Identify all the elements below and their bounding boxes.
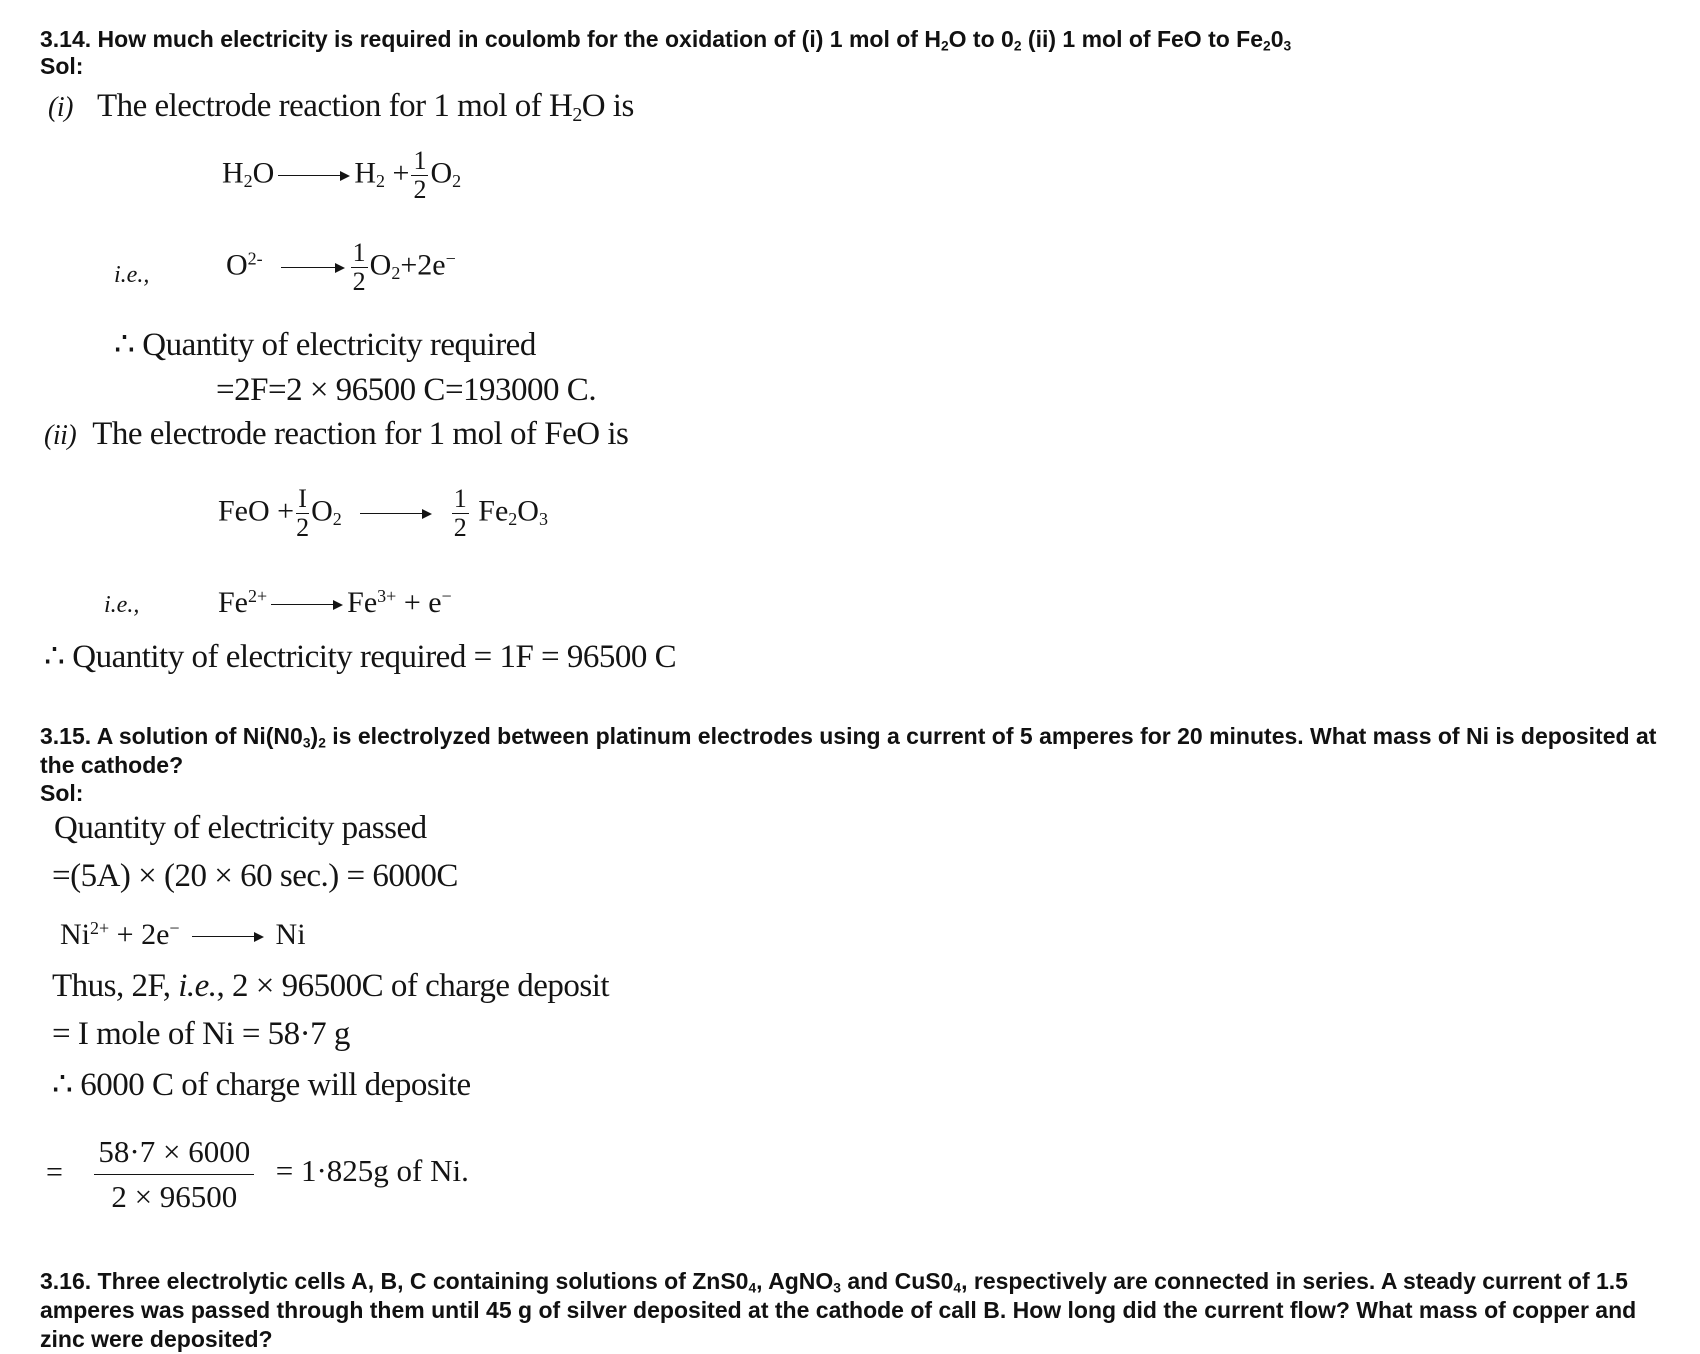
reaction-arrow-icon [192,930,264,944]
question-number: 3.15. [40,723,92,749]
charge-passed-value: =(5A) × (20 × 60 sec.) = 6000C [52,858,458,894]
question-3-14: 3.14. How much electricity is required in coulomb for the oxidation of (i) 1 mol of $H_2O$ to $0_2$ (ii) 1 mol of FeO to $Fe_20_3$ [40,26,1292,54]
equation-iron-oxidation: $Fe^{2+}$ $Fe^{3+} + e^-$ [218,586,452,619]
reaction-arrow-icon [281,261,345,275]
ie-label: i.e., [114,262,150,288]
reaction-arrow-icon [360,507,432,521]
mole-of-ni-line: = I mole of Ni = 58·7 g [52,1016,350,1052]
question-3-16: 3.16. Three electrolytic cells A, B, C containing solutions of $ZnS0_4$, AgNO$_3$ and $CuS0_4$, respectively are connected in series. A steady current of 1.5 amperes was passed through them until 45 g of silver deposited at the cathode of call B. How long did the current flow? What mass of copper and zinc were deposited? [40,1268,1637,1352]
mass-fraction: $\frac{58\cdot 7 \times 6000}{2 \times 96500}$ [94,1134,254,1215]
faraday-charge-line: Thus, 2F, i.e., 2 × 96500C of charge deposit [52,968,610,1004]
part-i-heading: (i) The electrode reaction for 1 mol of $H_2O$ is [48,88,634,126]
quantity-required-value: =2F=2 × 96500 C=193000 C. [216,372,597,408]
charge-deposit-line: ∴ 6000 C of charge will deposite [52,1067,471,1103]
reaction-arrow-icon [278,169,350,183]
mass-result-equation: = $\frac{58\cdot 7 \times 6000}{2 \times 96500}$ = 1·825g of Ni. [46,1134,469,1214]
quantity-required-label: ∴ Quantity of electricity required [114,327,536,363]
reaction-arrow-icon [271,598,343,612]
solution-label: Sol: [40,53,84,79]
equation-oxide-oxidation: $O^{2-}$ $\frac{1}{2}$ $O_2+2e^-$ [226,238,456,296]
equation-nickel-reduction: $Ni^{2+} + 2e^-$ Ni [60,918,306,951]
fraction-one-half: $\frac{1}{2}$ [453,484,467,542]
therefore-icon: ∴ [114,327,135,363]
equation-feo-oxidation: FeO + $\frac{I}{2}$ $O_2$ $\frac{1}{2}$ $Fe_2O_3$ [218,484,548,542]
charge-passed-label: Quantity of electricity passed [54,810,427,846]
equation-water-decomposition: $H_2O$ $H_2$ + $\frac{1}{2}$ $O_2$ [222,146,462,204]
fraction-one-half: $\frac{1}{2}$ [413,146,427,204]
question-number: 3.14. [40,26,92,52]
solution-label: Sol: [40,780,84,806]
fraction-one-half: $\frac{I}{2}$ [296,484,310,542]
quantity-result-feo: ∴ Quantity of electricity required = 1F = 96500 C [44,639,677,675]
ie-label: i.e., [104,592,140,618]
question-3-15: 3.15. A solution of $Ni(N0_3)_2$ is electrolyzed between platinum electrodes using a current of 5 amperes for 20 minutes. What mass of Ni is deposited at the cathode? [40,723,1657,778]
question-number: 3.16. [40,1268,92,1294]
fraction-one-half: $\frac{1}{2}$ [352,238,366,296]
part-ii-heading: (ii) The electrode reaction for 1 mol of FeO is [44,416,629,452]
